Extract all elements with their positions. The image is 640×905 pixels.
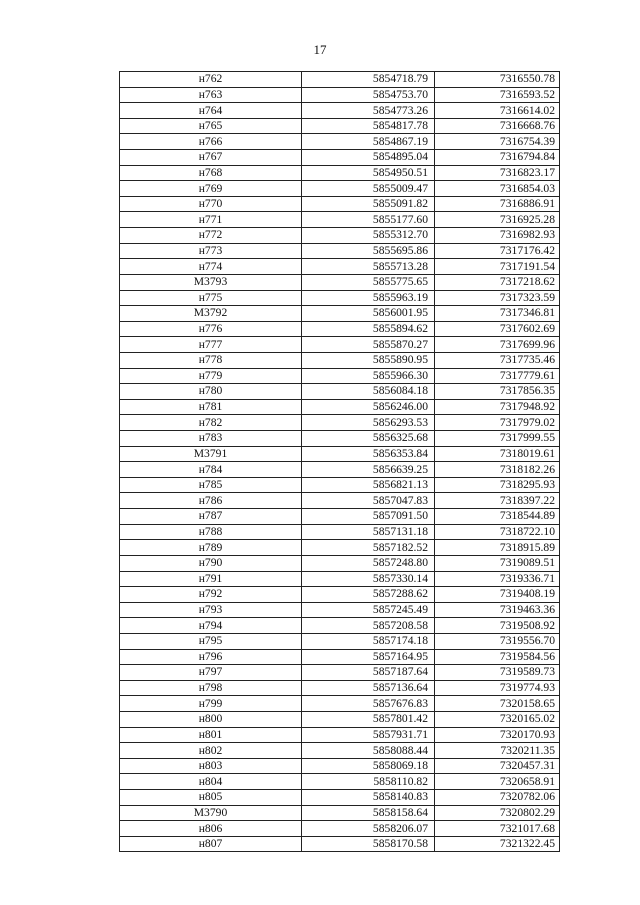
point-name-cell: н769	[120, 181, 302, 197]
x-coordinate-cell: 5857187.64	[302, 665, 435, 681]
y-coordinate-cell: 7318544.89	[435, 509, 560, 525]
table-row	[120, 150, 560, 166]
x-coordinate-cell: 5855890.95	[302, 352, 435, 368]
y-coordinate-cell: 7320457.31	[435, 758, 560, 774]
table-row	[120, 212, 560, 228]
point-name-cell: н788	[120, 524, 302, 540]
y-coordinate-cell: 7317602.69	[435, 321, 560, 337]
y-coordinate-cell: 7316794.84	[435, 150, 560, 166]
point-name-cell: н766	[120, 134, 302, 150]
point-name-cell: н793	[120, 602, 302, 618]
y-coordinate-cell: 7319336.71	[435, 571, 560, 587]
point-name-cell: н764	[120, 103, 302, 119]
table-row	[120, 790, 560, 806]
x-coordinate-cell: 5856325.68	[302, 431, 435, 447]
x-coordinate-cell: 5857330.14	[302, 571, 435, 587]
table-row	[120, 399, 560, 415]
table-row	[120, 368, 560, 384]
x-coordinate-cell: 5857288.62	[302, 587, 435, 603]
point-name-cell: н785	[120, 477, 302, 493]
point-name-cell: н767	[120, 150, 302, 166]
point-name-cell: н776	[120, 321, 302, 337]
x-coordinate-cell: 5857931.71	[302, 727, 435, 743]
y-coordinate-cell: 7320170.93	[435, 727, 560, 743]
point-name-cell: н768	[120, 165, 302, 181]
x-coordinate-cell: 5857182.52	[302, 540, 435, 556]
table-row	[120, 743, 560, 759]
y-coordinate-cell: 7319589.73	[435, 665, 560, 681]
y-coordinate-cell: 7320802.29	[435, 805, 560, 821]
point-name-cell: н786	[120, 493, 302, 509]
point-name-cell: н770	[120, 196, 302, 212]
point-name-cell: н772	[120, 228, 302, 244]
table-row	[120, 602, 560, 618]
table-row	[120, 524, 560, 540]
point-name-cell: н807	[120, 836, 302, 852]
x-coordinate-cell: 5855695.86	[302, 243, 435, 259]
table-row	[120, 228, 560, 244]
y-coordinate-cell: 7317999.55	[435, 431, 560, 447]
table-row	[120, 493, 560, 509]
y-coordinate-cell: 7317218.62	[435, 274, 560, 290]
y-coordinate-cell: 7320165.02	[435, 711, 560, 727]
table-row	[120, 415, 560, 431]
y-coordinate-cell: 7317699.96	[435, 337, 560, 353]
y-coordinate-cell: 7318722.10	[435, 524, 560, 540]
point-name-cell: н796	[120, 649, 302, 665]
x-coordinate-cell: 5857164.95	[302, 649, 435, 665]
point-name-cell: н779	[120, 368, 302, 384]
x-coordinate-cell: 5855966.30	[302, 368, 435, 384]
point-name-cell: н797	[120, 665, 302, 681]
y-coordinate-cell: 7317979.02	[435, 415, 560, 431]
y-coordinate-cell: 7316754.39	[435, 134, 560, 150]
x-coordinate-cell: 5856821.13	[302, 477, 435, 493]
point-name-cell: н773	[120, 243, 302, 259]
y-coordinate-cell: 7316886.91	[435, 196, 560, 212]
y-coordinate-cell: 7318915.89	[435, 540, 560, 556]
y-coordinate-cell: 7319408.19	[435, 587, 560, 603]
point-name-cell: н802	[120, 743, 302, 759]
x-coordinate-cell: 5854753.70	[302, 87, 435, 103]
y-coordinate-cell: 7316593.52	[435, 87, 560, 103]
point-name-cell: н800	[120, 711, 302, 727]
table-row	[120, 555, 560, 571]
table-row	[120, 446, 560, 462]
table-row	[120, 321, 560, 337]
x-coordinate-cell: 5858206.07	[302, 821, 435, 837]
x-coordinate-cell: 5855963.19	[302, 290, 435, 306]
table-row	[120, 696, 560, 712]
table-row	[120, 711, 560, 727]
table-row	[120, 134, 560, 150]
table-row	[120, 618, 560, 634]
x-coordinate-cell: 5858110.82	[302, 774, 435, 790]
point-name-cell: М3793	[120, 274, 302, 290]
point-name-cell: н781	[120, 399, 302, 415]
y-coordinate-cell: 7320158.65	[435, 696, 560, 712]
point-name-cell: н803	[120, 758, 302, 774]
x-coordinate-cell: 5857047.83	[302, 493, 435, 509]
x-coordinate-cell: 5854867.19	[302, 134, 435, 150]
y-coordinate-cell: 7321017.68	[435, 821, 560, 837]
x-coordinate-cell: 5854773.26	[302, 103, 435, 119]
y-coordinate-cell: 7316550.78	[435, 72, 560, 88]
point-name-cell: н774	[120, 259, 302, 275]
x-coordinate-cell: 5857091.50	[302, 509, 435, 525]
x-coordinate-cell: 5856639.25	[302, 462, 435, 478]
table-row	[120, 774, 560, 790]
x-coordinate-cell: 5857676.83	[302, 696, 435, 712]
table-row	[120, 649, 560, 665]
x-coordinate-cell: 5855009.47	[302, 181, 435, 197]
y-coordinate-cell: 7317779.61	[435, 368, 560, 384]
table-row	[120, 821, 560, 837]
point-name-cell: н794	[120, 618, 302, 634]
y-coordinate-cell: 7317191.54	[435, 259, 560, 275]
x-coordinate-cell: 5856084.18	[302, 384, 435, 400]
y-coordinate-cell: 7319556.70	[435, 633, 560, 649]
table-row	[120, 337, 560, 353]
table-row	[120, 805, 560, 821]
y-coordinate-cell: 7321322.45	[435, 836, 560, 852]
x-coordinate-cell: 5858088.44	[302, 743, 435, 759]
table-row	[120, 571, 560, 587]
y-coordinate-cell: 7319508.92	[435, 618, 560, 634]
y-coordinate-cell: 7318019.61	[435, 446, 560, 462]
table-row	[120, 462, 560, 478]
point-name-cell: н789	[120, 540, 302, 556]
table-row	[120, 758, 560, 774]
y-coordinate-cell: 7317176.42	[435, 243, 560, 259]
point-name-cell: н775	[120, 290, 302, 306]
table-row	[120, 477, 560, 493]
table-row	[120, 259, 560, 275]
y-coordinate-cell: 7316925.28	[435, 212, 560, 228]
point-name-cell: н798	[120, 680, 302, 696]
table-row	[120, 306, 560, 322]
table-row	[120, 680, 560, 696]
y-coordinate-cell: 7319089.51	[435, 555, 560, 571]
x-coordinate-cell: 5857174.18	[302, 633, 435, 649]
y-coordinate-cell: 7316823.17	[435, 165, 560, 181]
table-row	[120, 727, 560, 743]
x-coordinate-cell: 5856001.95	[302, 306, 435, 322]
x-coordinate-cell: 5857131.18	[302, 524, 435, 540]
table-row	[120, 290, 560, 306]
x-coordinate-cell: 5858069.18	[302, 758, 435, 774]
point-name-cell: н806	[120, 821, 302, 837]
y-coordinate-cell: 7317323.59	[435, 290, 560, 306]
point-name-cell: н791	[120, 571, 302, 587]
point-name-cell: н780	[120, 384, 302, 400]
point-name-cell: н804	[120, 774, 302, 790]
point-name-cell: М3792	[120, 306, 302, 322]
x-coordinate-cell: 5856353.84	[302, 446, 435, 462]
x-coordinate-cell: 5856246.00	[302, 399, 435, 415]
table-row	[120, 665, 560, 681]
point-name-cell: н799	[120, 696, 302, 712]
point-name-cell: н787	[120, 509, 302, 525]
table-row	[120, 274, 560, 290]
point-name-cell: н778	[120, 352, 302, 368]
table-row	[120, 243, 560, 259]
x-coordinate-cell: 5857248.80	[302, 555, 435, 571]
point-name-cell: н783	[120, 431, 302, 447]
table-row	[120, 103, 560, 119]
y-coordinate-cell: 7317948.92	[435, 399, 560, 415]
y-coordinate-cell: 7319463.36	[435, 602, 560, 618]
x-coordinate-cell: 5856293.53	[302, 415, 435, 431]
table-row	[120, 196, 560, 212]
table-row	[120, 87, 560, 103]
x-coordinate-cell: 5855894.62	[302, 321, 435, 337]
y-coordinate-cell: 7318182.26	[435, 462, 560, 478]
x-coordinate-cell: 5855870.27	[302, 337, 435, 353]
y-coordinate-cell: 7316614.02	[435, 103, 560, 119]
table-row	[120, 509, 560, 525]
point-name-cell: М3790	[120, 805, 302, 821]
x-coordinate-cell: 5858140.83	[302, 790, 435, 806]
table-row	[120, 118, 560, 134]
point-name-cell: М3791	[120, 446, 302, 462]
point-name-cell: н777	[120, 337, 302, 353]
x-coordinate-cell: 5857801.42	[302, 711, 435, 727]
coordinates-table-body	[120, 72, 560, 852]
point-name-cell: н795	[120, 633, 302, 649]
point-name-cell: н765	[120, 118, 302, 134]
x-coordinate-cell: 5855775.65	[302, 274, 435, 290]
x-coordinate-cell: 5854817.78	[302, 118, 435, 134]
y-coordinate-cell: 7316982.93	[435, 228, 560, 244]
y-coordinate-cell: 7317856.35	[435, 384, 560, 400]
y-coordinate-cell: 7320782.06	[435, 790, 560, 806]
x-coordinate-cell: 5857136.64	[302, 680, 435, 696]
table-row	[120, 165, 560, 181]
y-coordinate-cell: 7318295.93	[435, 477, 560, 493]
table-row	[120, 384, 560, 400]
x-coordinate-cell: 5854895.04	[302, 150, 435, 166]
point-name-cell: н790	[120, 555, 302, 571]
x-coordinate-cell: 5858170.58	[302, 836, 435, 852]
x-coordinate-cell: 5854718.79	[302, 72, 435, 88]
table-row	[120, 431, 560, 447]
y-coordinate-cell: 7317346.81	[435, 306, 560, 322]
y-coordinate-cell: 7317735.46	[435, 352, 560, 368]
x-coordinate-cell: 5855713.28	[302, 259, 435, 275]
point-name-cell: н762	[120, 72, 302, 88]
y-coordinate-cell: 7316854.03	[435, 181, 560, 197]
table-row	[120, 587, 560, 603]
point-name-cell: н792	[120, 587, 302, 603]
table-row	[120, 72, 560, 88]
point-name-cell: н782	[120, 415, 302, 431]
table-row	[120, 181, 560, 197]
table-row	[120, 540, 560, 556]
point-name-cell: н801	[120, 727, 302, 743]
point-name-cell: н771	[120, 212, 302, 228]
x-coordinate-cell: 5858158.64	[302, 805, 435, 821]
y-coordinate-cell: 7316668.76	[435, 118, 560, 134]
point-name-cell: н805	[120, 790, 302, 806]
coordinates-table	[119, 71, 560, 852]
point-name-cell: н763	[120, 87, 302, 103]
y-coordinate-cell: 7319774.93	[435, 680, 560, 696]
x-coordinate-cell: 5854950.51	[302, 165, 435, 181]
y-coordinate-cell: 7320658.91	[435, 774, 560, 790]
page-number: 17	[313, 42, 327, 57]
x-coordinate-cell: 5857245.49	[302, 602, 435, 618]
table-row	[120, 836, 560, 852]
x-coordinate-cell: 5855177.60	[302, 212, 435, 228]
x-coordinate-cell: 5855091.82	[302, 196, 435, 212]
point-name-cell: н784	[120, 462, 302, 478]
y-coordinate-cell: 7318397.22	[435, 493, 560, 509]
x-coordinate-cell: 5857208.58	[302, 618, 435, 634]
table-row	[120, 352, 560, 368]
y-coordinate-cell: 7319584.56	[435, 649, 560, 665]
y-coordinate-cell: 7320211.35	[435, 743, 560, 759]
x-coordinate-cell: 5855312.70	[302, 228, 435, 244]
table-row	[120, 633, 560, 649]
